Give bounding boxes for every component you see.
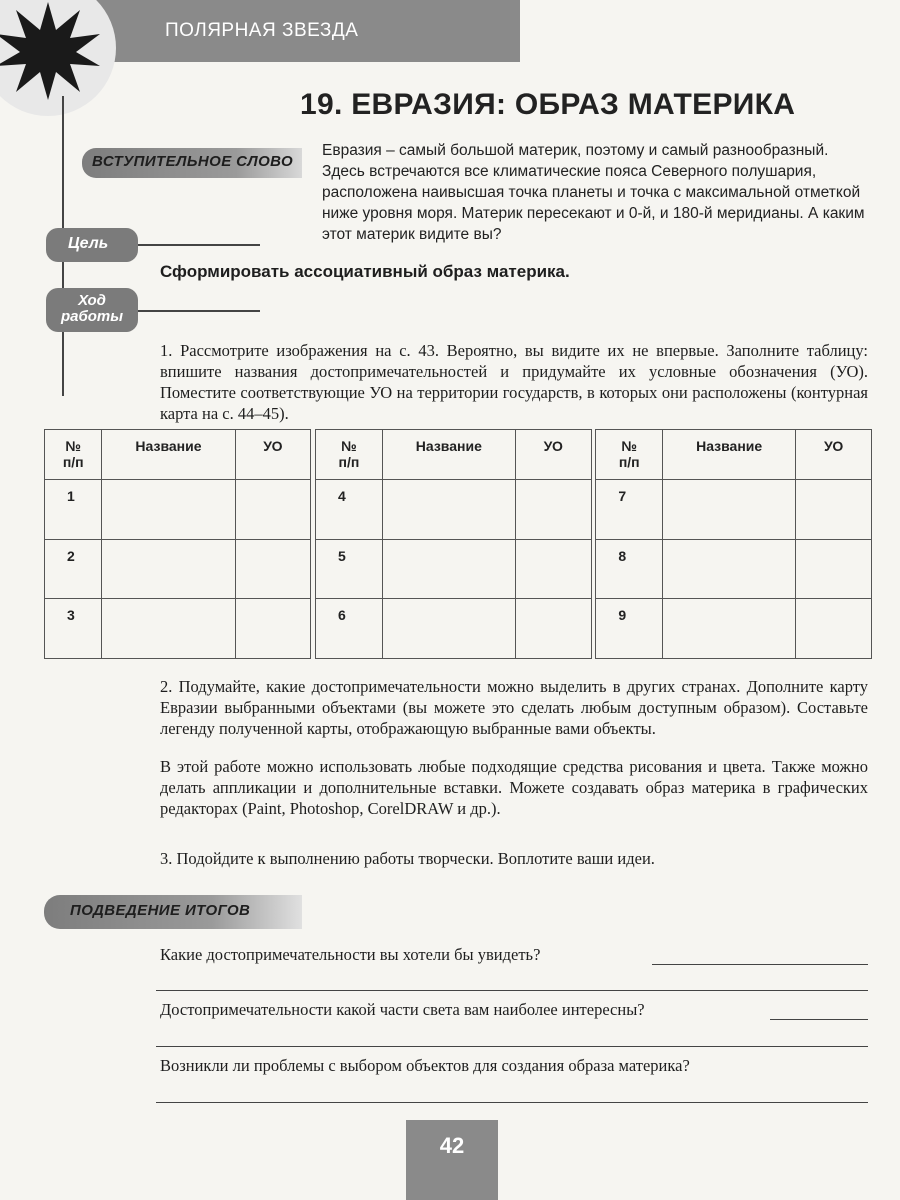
- results-label-text: ПОДВЕДЕНИЕ ИТОГОВ: [70, 902, 251, 919]
- task-2: 2. Подумайте, какие достопримечательности можно выделить в других странах. Дополните карту Евразии выбранными объектами (вы можете это сделать любым доступным образом). Составьте легенду полученной карты, отображающую выбранные вами объекты.: [160, 677, 868, 738]
- series-title: ПОЛЯРНАЯ ЗВЕЗДА: [165, 20, 359, 41]
- question-1: Какие достопримечательности вы хотели бы увидеть?: [160, 945, 541, 964]
- answer-line[interactable]: [156, 990, 868, 991]
- work-divider: [138, 310, 260, 312]
- answer-line[interactable]: [770, 1019, 868, 1020]
- symbol-cell[interactable]: [796, 599, 872, 659]
- header-symbol: УО: [796, 430, 872, 480]
- question-2: Достопримечательности какой части света вам наиболее интересны?: [160, 1000, 645, 1019]
- name-cell[interactable]: [663, 539, 796, 599]
- work-label-line2: работы: [60, 308, 124, 325]
- goal-section-label: [46, 228, 138, 262]
- name-cell[interactable]: [382, 599, 515, 659]
- row-number: 7: [596, 480, 663, 540]
- task-2-extra: В этой работе можно использовать любые подходящие средства рисования и цвета. Также можно делать аппликации и дополнительные вставки. Можете создавать образ материка в графических редакторах (Paint, Photoshop, CorelDRAW и др.).: [160, 757, 868, 818]
- name-cell[interactable]: [663, 480, 796, 540]
- page-number-box: [406, 1120, 498, 1200]
- table-row: [45, 480, 872, 540]
- starburst-icon: [0, 0, 140, 140]
- header-num: № п/п: [45, 430, 102, 480]
- name-cell[interactable]: [382, 539, 515, 599]
- header-symbol: УО: [235, 430, 311, 480]
- header-num: № п/п: [596, 430, 663, 480]
- symbol-cell[interactable]: [796, 480, 872, 540]
- goal-text: Сформировать ассоциативный образ материка.: [160, 262, 570, 281]
- name-cell[interactable]: [102, 539, 235, 599]
- row-number: 8: [596, 539, 663, 599]
- question-3: Возникли ли проблемы с выбором объектов для создания образа материка?: [160, 1056, 690, 1075]
- answer-line[interactable]: [156, 1046, 868, 1047]
- symbol-cell[interactable]: [515, 599, 591, 659]
- symbol-cell[interactable]: [515, 480, 591, 540]
- name-cell[interactable]: [663, 599, 796, 659]
- row-number: 9: [596, 599, 663, 659]
- chapter-title: 19. ЕВРАЗИЯ: ОБРАЗ МАТЕРИКА: [300, 88, 796, 121]
- header-name: Название: [663, 430, 796, 480]
- row-number: 5: [315, 539, 382, 599]
- task-3: 3. Подойдите к выполнению работы творчески. Воплотите ваши идеи.: [160, 849, 655, 868]
- header-num: № п/п: [315, 430, 382, 480]
- symbol-cell[interactable]: [235, 539, 311, 599]
- intro-section-label: [42, 138, 304, 196]
- header-name: Название: [102, 430, 235, 480]
- work-label-line1: Ход: [78, 292, 106, 309]
- symbol-cell[interactable]: [235, 480, 311, 540]
- header-name: Название: [382, 430, 515, 480]
- row-number: 6: [315, 599, 382, 659]
- work-label-text: [46, 293, 138, 325]
- work-section-label: [46, 288, 138, 332]
- row-number: 2: [45, 539, 102, 599]
- symbol-cell[interactable]: [515, 539, 591, 599]
- row-number: 4: [315, 480, 382, 540]
- answer-line[interactable]: [652, 964, 868, 965]
- row-number: 3: [45, 599, 102, 659]
- name-cell[interactable]: [382, 480, 515, 540]
- landmarks-table: [44, 429, 872, 659]
- table-row: [45, 539, 872, 599]
- symbol-cell[interactable]: [235, 599, 311, 659]
- task-1: 1. Рассмотрите изображения на с. 43. Вероятно, вы видите их не впервые. Заполните таблицу: впишите названия достопримечательностей и придумайте их условные обозначения (УО). Поместите соответствующие УО на территории государств, в которых они расположены (контурная карта на с. 44–45).: [160, 341, 868, 423]
- goal-divider: [138, 244, 260, 246]
- goal-label-text: Цель: [68, 235, 109, 252]
- name-cell[interactable]: [102, 480, 235, 540]
- name-cell[interactable]: [102, 599, 235, 659]
- results-section-label: [44, 885, 306, 943]
- answer-line[interactable]: [156, 1102, 868, 1103]
- intro-text: Евразия – самый большой материк, поэтому и самый разнообразный. Здесь встречаются все климатические пояса Северного полушария, расположена наивысшая точка планеты и точка с максимальной отметкой ниже уровня моря. Материк пересекают и 0-й, и 180-й меридианы. А каким этот материк видите вы?: [322, 142, 865, 243]
- header-symbol: УО: [515, 430, 591, 480]
- table-row: [45, 599, 872, 659]
- intro-label-text: ВСТУПИТЕЛЬНОЕ СЛОВО: [92, 153, 294, 170]
- row-number: 1: [45, 480, 102, 540]
- page-number: 42: [439, 1133, 465, 1158]
- symbol-cell[interactable]: [796, 539, 872, 599]
